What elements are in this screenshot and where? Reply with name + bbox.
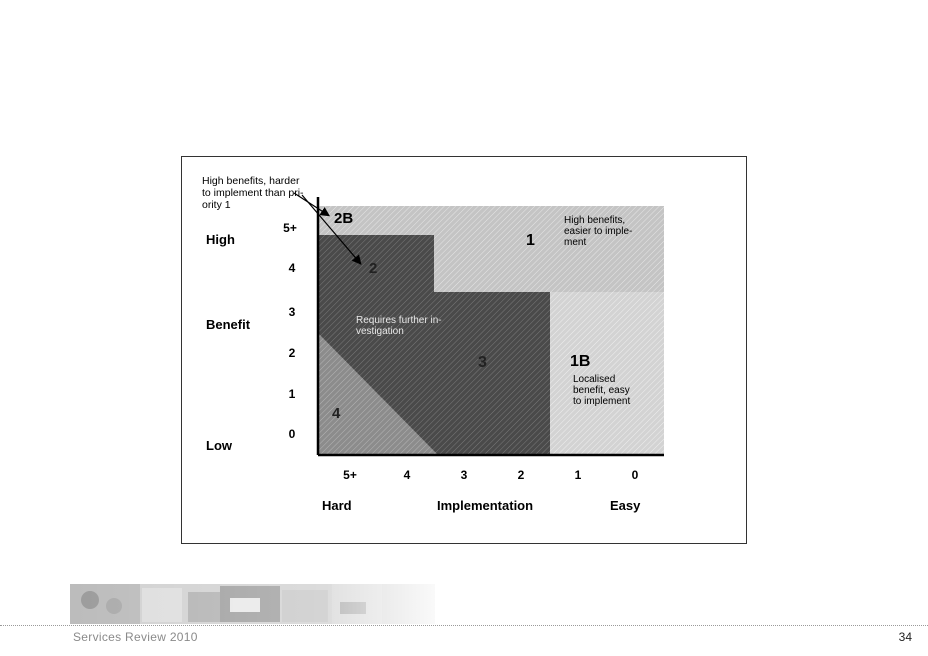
zone-1b-note-line: to implement	[573, 396, 631, 407]
priority-matrix	[182, 157, 746, 543]
x-axis-hard-label: Hard	[322, 498, 352, 513]
y-tick: 0	[288, 427, 296, 441]
zone-1-note	[564, 215, 632, 248]
x-tick: 0	[631, 468, 639, 482]
x-tick: 5+	[343, 468, 357, 482]
zone-3-note	[356, 315, 442, 337]
callout-line-1: High benefits, harder	[202, 175, 300, 187]
callout-line-2: to implement than pri-	[202, 187, 304, 199]
y-tick: 1	[288, 387, 296, 401]
zone-1b-note-line: benefit, easy	[573, 385, 630, 396]
x-axis-easy-label: Easy	[610, 498, 641, 513]
x-tick: 4	[403, 468, 411, 482]
diagram-frame	[181, 156, 747, 544]
y-tick: 2	[288, 346, 296, 360]
x-tick: 1	[574, 468, 582, 482]
callout-high-benefits-harder	[202, 175, 304, 211]
zone-1-note-line: High benefits,	[564, 215, 626, 226]
y-axis-low-label: Low	[206, 438, 232, 453]
x-tick: 3	[460, 468, 468, 482]
y-tick: 5+	[283, 221, 297, 235]
y-axis-title: Benefit	[206, 317, 251, 332]
footer-photo-collage	[70, 584, 435, 624]
zone-3-label: 3	[478, 354, 487, 371]
zone-2-label: 2	[369, 260, 378, 277]
footer-divider	[0, 625, 928, 626]
x-axis-title: Implementation	[437, 498, 534, 513]
zone-4-label: 4	[332, 405, 341, 422]
y-tick: 3	[288, 305, 296, 319]
zone-1b-note-line: Localised	[573, 374, 616, 385]
callout-line-3: ority 1	[202, 199, 231, 211]
zone-1b-label: 1B	[570, 353, 591, 370]
page-number: 34	[898, 630, 912, 644]
y-axis-high-label: High	[206, 232, 235, 247]
zone-1-label: 1	[526, 232, 535, 249]
zone-2b-label: 2B	[334, 210, 354, 227]
zone-1-note-line: ment	[564, 237, 587, 248]
zone-3-note-line: vestigation	[356, 326, 404, 337]
footer-title: Services Review 2010	[73, 630, 198, 644]
y-tick: 4	[288, 261, 296, 275]
zone-3-note-line: Requires further in-	[356, 315, 442, 326]
zone-1b-note	[573, 374, 630, 407]
x-tick: 2	[517, 468, 525, 482]
zone-1-note-line: easier to imple-	[564, 226, 633, 237]
footer-photo-strip	[70, 584, 435, 624]
